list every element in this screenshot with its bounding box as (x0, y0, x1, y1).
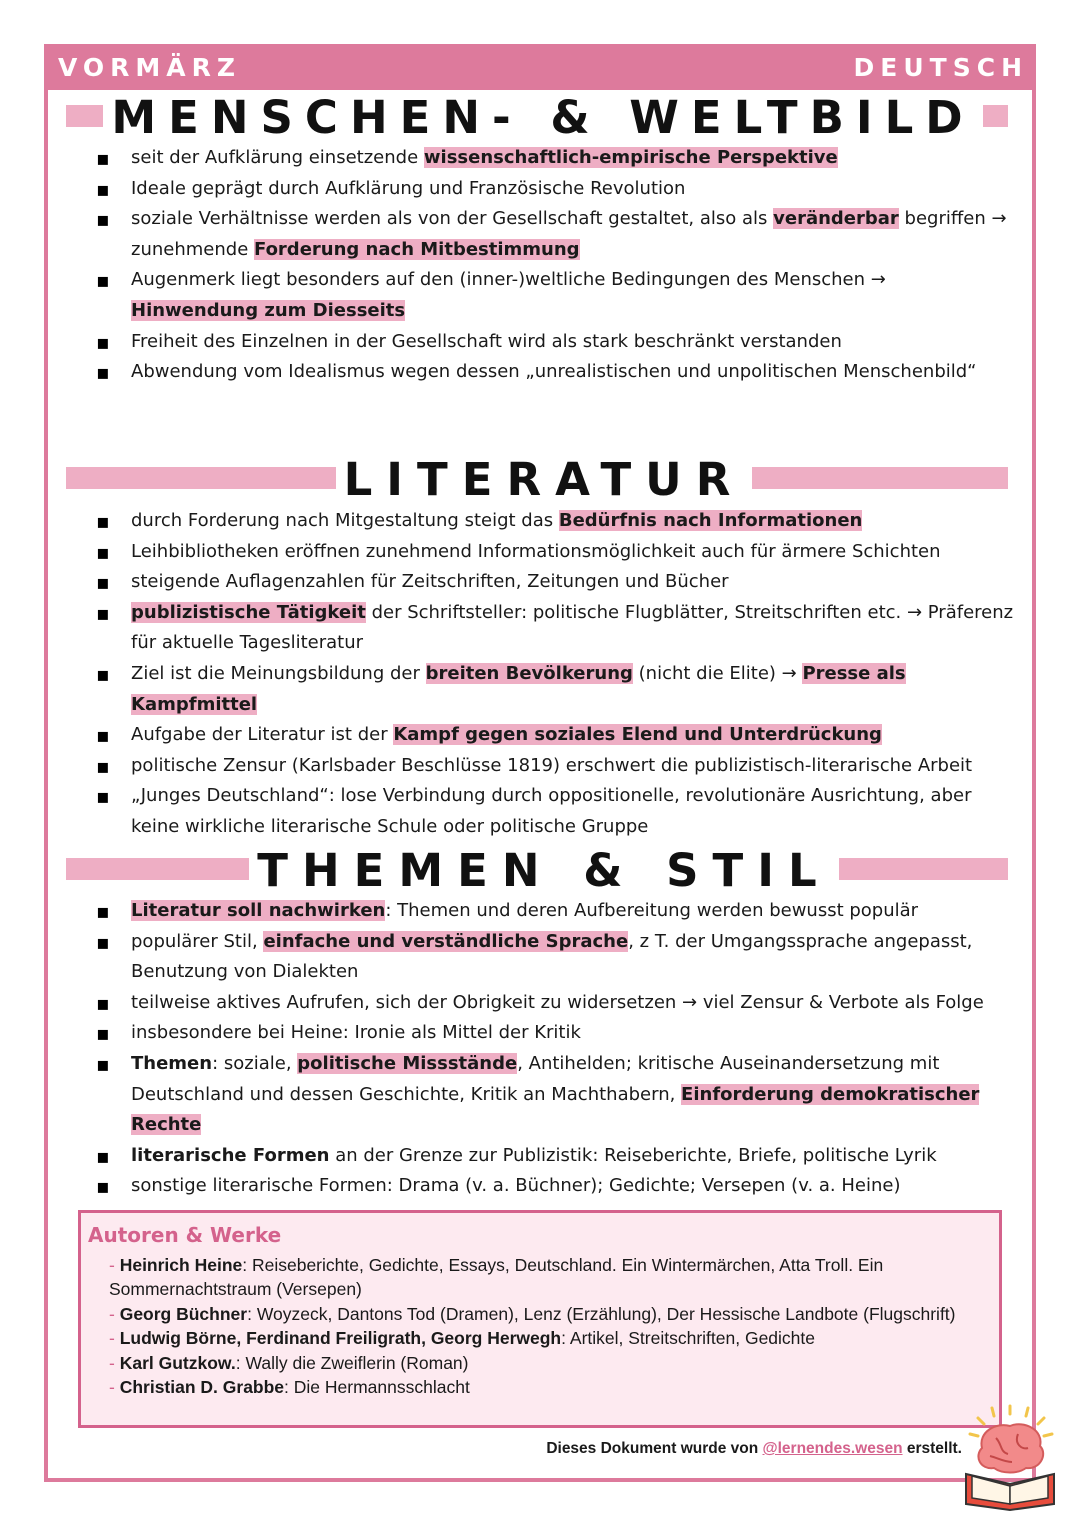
bullet-item: ▪ Leihbibliotheken eröffnen zunehmend Informationsmöglichkeit auch für ärmere Schichten (96, 537, 1016, 568)
bullet-item: ▪ Ideale geprägt durch Aufklärung und Französische Revolution (96, 174, 1016, 205)
bullet-item: ▪ Aufgabe der Literatur ist der Kampf gegen soziales Elend und Unterdrückung (96, 720, 1016, 751)
section-list-literatur (96, 506, 1016, 843)
header-topic: VORMÄRZ (58, 53, 242, 82)
author-handle-link[interactable]: @lernendes.wesen (762, 1440, 903, 1457)
bullet-item: ▪ literarische Formen an der Grenze zur Publizistik: Reiseberichte, Briefe, politische Lyrik (96, 1141, 1016, 1172)
bullet-item: ▪ Ziel ist die Meinungsbildung der breiten Bevölkerung (nicht die Elite) → Presse als Kampfmittel (96, 659, 1016, 720)
bullet-item: ▪ insbesondere bei Heine: Ironie als Mittel der Kritik (96, 1018, 1016, 1049)
author-item: - Karl Gutzkow.: Wally die Zweiflerin (Roman) (109, 1352, 469, 1373)
credit-line: Dieses Dokument wurde von @lernendes.wesen erstellt. (546, 1440, 962, 1457)
section-title: MENSCHEN- & WELTBILD (103, 91, 982, 144)
section-heading-themen (66, 845, 1008, 897)
bullet-item: ▪ populärer Stil, einfache und verständliche Sprache, z T. der Umgangssprache angepasst, Benutzung von Dialekten (96, 927, 1016, 988)
authors-title: Autoren & Werke (88, 1223, 282, 1247)
bullet-item: ▪ Abwendung vom Idealismus wegen dessen „unrealistischen und unpolitischen Menschenbild“ (96, 357, 1016, 388)
header-subject: DEUTSCH (853, 53, 1028, 82)
authors-list (109, 1253, 979, 1399)
bullet-item: ▪ „Junges Deutschland“: lose Verbindung durch oppositionelle, revolutionäre Ausrichtung, aber keine wirkliche literarische Schule oder politische Gruppe (96, 781, 1016, 842)
bullet-item: ▪ soziale Verhältnisse werden als von der Gesellschaft gestaltet, also als veränderbar begriffen → zunehmende Forderung nach Mitbestimmung (96, 204, 1016, 265)
bullet-item: ▪ seit der Aufklärung einsetzende wissenschaftlich-empirische Perspektive (96, 143, 1016, 174)
bullet-item: ▪ durch Forderung nach Mitgestaltung steigt das Bedürfnis nach Informationen (96, 506, 1016, 537)
section-title: THEMEN & STIL (249, 844, 838, 897)
bullet-item: ▪ publizistische Tätigkeit der Schriftsteller: politische Flugblätter, Streitschriften etc. → Präferenz für aktuelle Tagesliteratur (96, 598, 1016, 659)
bullet-item: ▪ sonstige literarische Formen: Drama (v. a. Büchner); Gedichte; Versepen (v. a. Heine) (96, 1171, 1016, 1202)
author-item: - Christian D. Grabbe: Die Hermannsschlacht (109, 1377, 470, 1398)
header-bar (44, 44, 1036, 90)
bullet-item: ▪ Augenmerk liegt besonders auf den (inner-)weltliche Bedingungen des Menschen → Hinwendung zum Diesseits (96, 265, 1016, 326)
author-item: - Ludwig Börne, Ferdinand Freiligrath, Georg Herwegh: Artikel, Streitschriften, Gedichte (109, 1328, 815, 1349)
section-list-weltbild (96, 143, 1016, 388)
bullet-item: ▪ Freiheit des Einzelnen in der Gesellschaft wird als stark beschränkt verstanden (96, 327, 1016, 358)
section-heading-literatur (66, 454, 1008, 506)
section-title: LITERATUR (336, 453, 753, 506)
bullet-item: ▪ steigende Auflagenzahlen für Zeitschriften, Zeitungen und Bücher (96, 567, 1016, 598)
brain-book-logo-icon (960, 1404, 1066, 1512)
bullet-item: ▪ Literatur soll nachwirken: Themen und deren Aufbereitung werden bewusst populär (96, 896, 1016, 927)
section-heading-weltbild (66, 92, 1008, 144)
bullet-item: ▪ politische Zensur (Karlsbader Beschlüsse 1819) erschwert die publizistisch-literarische Arbeit (96, 751, 1016, 782)
section-list-themen (96, 896, 1016, 1202)
author-item: - Heinrich Heine: Reiseberichte, Gedichte, Essays, Deutschland. Ein Wintermärchen, Atta Troll. Ein Sommernachtstraum (Versepen) (109, 1255, 884, 1300)
bullet-item: ▪ Themen: soziale, politische Missstände, Antihelden; kritische Auseinandersetzung mit Deutschland und dessen Geschichte, Kritik an Machthabern, Einforderung demokratischer Rechte (96, 1049, 1016, 1141)
author-item: - Georg Büchner: Woyzeck, Dantons Tod (Dramen), Lenz (Erzählung), Der Hessische Landbote (Flugschrift) (109, 1303, 956, 1324)
authors-box (78, 1210, 1002, 1428)
bullet-item: ▪ teilweise aktives Aufrufen, sich der Obrigkeit zu widersetzen → viel Zensur & Verbote als Folge (96, 988, 1016, 1019)
